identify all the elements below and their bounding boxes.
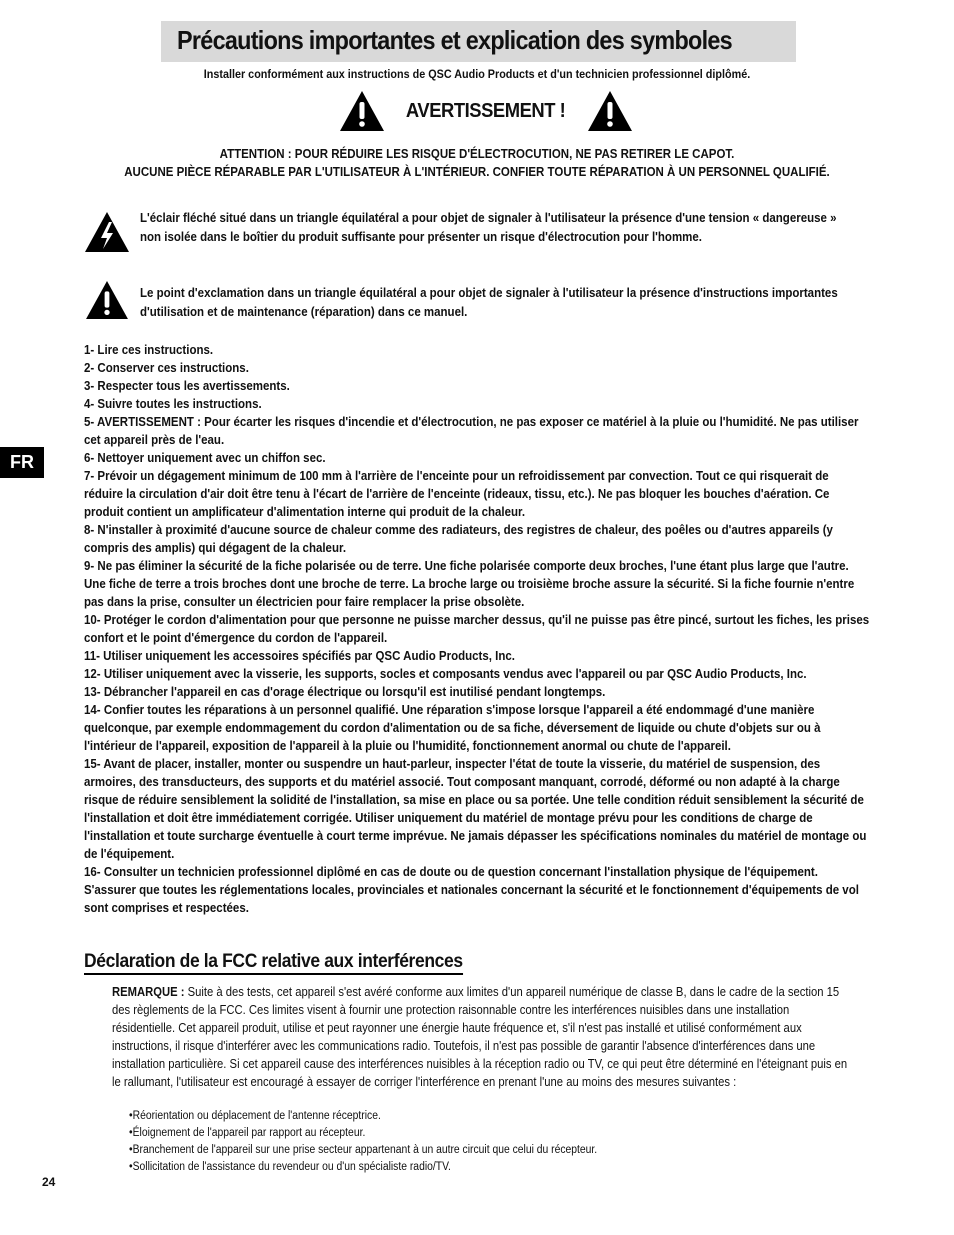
list-item: •Branchement de l'appareil sur une prise secteur appartenant à un autre circuit que celui du récepteur. (129, 1144, 598, 1156)
page-title: Précautions importantes et explication des symboles (177, 25, 732, 55)
instruction-list (84, 341, 871, 917)
exclamation-triangle-icon (339, 90, 385, 132)
instruction-item: 2- Conserver ces instructions. (84, 361, 249, 375)
remark-label: REMARQUE : (112, 985, 185, 999)
remark-text: Suite à des tests, cet appareil s'est avéré conforme aux limites d'un appareil numérique de classe B, dans le cadre de la section 15 des règlements de la FCC. Ces limites visent à fournir une protection raisonnable contre les interférences nuisibles dans une installation résidentielle. Cet appareil produit, utilise et peut rayonner une énergie haute fréquence et, s'il n'est pas installé et utilisé conformément aux instructions, il risque d'interférer avec les communications radio. Toutefois, il n'est pas possible de garantir l'absence d'interférences dans une installation particulière. Si cet appareil cause des interférences nuisibles à la réception radio ou TV, ce qui peut être déterminé en l'éteignant puis en le rallumant, l'utilisateur est encouragé à essayer de corriger l'interférence en prenant l'une au moins des mesures suivantes : (112, 985, 848, 1089)
warning-header (339, 90, 633, 132)
fcc-heading: Déclaration de la FCC relative aux interférences (84, 951, 463, 975)
instruction-item: 12- Utiliser uniquement avec la visserie, les supports, socles et composants vendus avec l'appareil ou par QSC Audio Products, Inc. (84, 667, 807, 681)
instruction-item: 9- Ne pas éliminer la sécurité de la fiche polarisée ou de terre. Une fiche polarisée comporte deux broches, l'une étant plus large que l'autre. Une fiche de terre a trois broches dont une broche de terre. La broche large ou troisième broche assure la sécurité. Si la fiche fournie n'entre pas dans la prise, consulter un électricien pour faire remplacer la prise obsolète. (84, 559, 855, 609)
instruction-item: 5- AVERTISSEMENT : Pour écarter les risques d'incendie et d'électrocution, ne pas exposer ce matériel à la pluie ou l'humidité. Ne pas utiliser cet appareil près de l'eau. (84, 415, 859, 447)
instruction-item: 11- Utiliser uniquement les accessoires spécifiés par QSC Audio Products, Inc. (84, 649, 515, 663)
attention-line-1: ATTENTION : POUR RÉDUIRE LES RISQUE D'ÉLECTROCUTION, NE PAS RETIRER LE CAPOT. (219, 147, 735, 161)
warning-label: AVERTISSEMENT ! (405, 99, 566, 122)
list-item: •Éloignement de l'appareil par rapport au récepteur. (129, 1127, 366, 1139)
title-bar (161, 21, 796, 62)
instruction-item: 15- Avant de placer, installer, monter ou suspendre un haut-parleur, inspecter l'état de toute la visserie, du matériel de suspension, des armoires, des transducteurs, des supports et du matériel associé. Tout composant manquant, corrodé, déformé ou non adapté à la charge risque de réduire sensiblement la solidité de l'installation, sa mise en place ou sa portée. Une telle condition réduit sensiblement la sécurité de l'installation et doit être immédiatement corrigée. Utiliser uniquement du matériel de montage prévu pour les conditions de charge de l'installation et toute surcharge éventuelle à court terme imprévue. Ne jamais dépasser les spécifications nominales du matériel de montage ou de l'équipement. (84, 757, 867, 861)
exclamation-symbol-description: Le point d'exclamation dans un triangle équilatéral a pour objet de signaler à l'utilisateur la présence d'instructions importantes d'utilisation et de maintenance (réparation) dans ce manuel. (140, 286, 838, 319)
lightning-triangle-icon (84, 211, 130, 253)
instruction-item: 16- Consulter un technicien professionnel diplômé en cas de doute ou de question concernant l'installation physique de l'équipement. S'assurer que toutes les réglementations locales, provinciales et nationales concernant la sécurité et le fonctionnement d'équipements de vol sont comprises et respectées. (84, 865, 859, 915)
instruction-item: 6- Nettoyer uniquement avec un chiffon sec. (84, 451, 326, 465)
instruction-item: 8- N'installer à proximité d'aucune source de chaleur comme des radiateurs, des registres de chaleur, des poêles ou d'autres appareils (y compris des amplis) qui dégagent de la chaleur. (84, 523, 833, 555)
list-item: •Sollicitation de l'assistance du revendeur ou d'un spécialiste radio/TV. (129, 1161, 451, 1173)
page-number: 24 (42, 1175, 56, 1189)
instruction-item: 7- Prévoir un dégagement minimum de 100 mm à l'arrière de l'enceinte pour un refroidissement par convection. Tout ce qui risquerait de réduire la circulation d'air doit être tenu à l'écart de l'arrière de l'enceinte (rideaux, tissu, etc.). Ne pas bloquer les bouches d'aération. Ce produit contient un amplificateur d'alimentation interne qui produit de la chaleur. (84, 469, 830, 519)
language-tab: FR (0, 447, 44, 478)
list-item: •Réorientation ou déplacement de l'antenne réceptrice. (129, 1110, 381, 1122)
lightning-symbol-description: L'éclair fléché situé dans un triangle équilatéral a pour objet de signaler à l'utilisateur la présence d'une tension « dangereuse » non isolée dans le boîtier du produit suffisante pour présenter un risque d'électrocution pour l'homme. (140, 211, 837, 244)
instruction-item: 3- Respecter tous les avertissements. (84, 379, 290, 393)
fcc-remark (112, 983, 855, 1091)
attention-line-2: AUCUNE PIÈCE RÉPARABLE PAR L'UTILISATEUR À L'INTÉRIEUR. CONFIER TOUTE RÉPARATION À UN PERSONNEL QUALIFIÉ. (124, 165, 830, 179)
exclamation-triangle-icon (84, 280, 130, 320)
install-note: Installer conformément aux instructions de QSC Audio Products et d'un technicien professionnel diplômé. (203, 67, 751, 81)
instruction-item: 14- Confier toutes les réparations à un personnel qualifié. Une réparation s'impose lorsque l'appareil a été endommagé d'une manière quelconque, par exemple endommagement du cordon d'alimentation ou de sa fiche, déversement de liquide ou chute d'objets sur ou à l'intérieur de l'appareil, exposition de l'appareil à la pluie ou l'humidité, fonctionnement anormal ou chute de l'appareil. (84, 703, 821, 753)
instruction-item: 13- Débrancher l'appareil en cas d'orage électrique ou lorsqu'il est inutilisé pendant longtemps. (84, 685, 606, 699)
exclamation-triangle-icon (587, 90, 633, 132)
instruction-item: 4- Suivre toutes les instructions. (84, 397, 262, 411)
fcc-measures-list (129, 1108, 759, 1176)
instruction-item: 1- Lire ces instructions. (84, 343, 214, 357)
instruction-item: 10- Protéger le cordon d'alimentation pour que personne ne puisse marcher dessus, qu'il ne puisse pas être pincé, surtout les fiches, les prises confort et le point d'émergence du cordon de l'appareil. (84, 613, 870, 645)
